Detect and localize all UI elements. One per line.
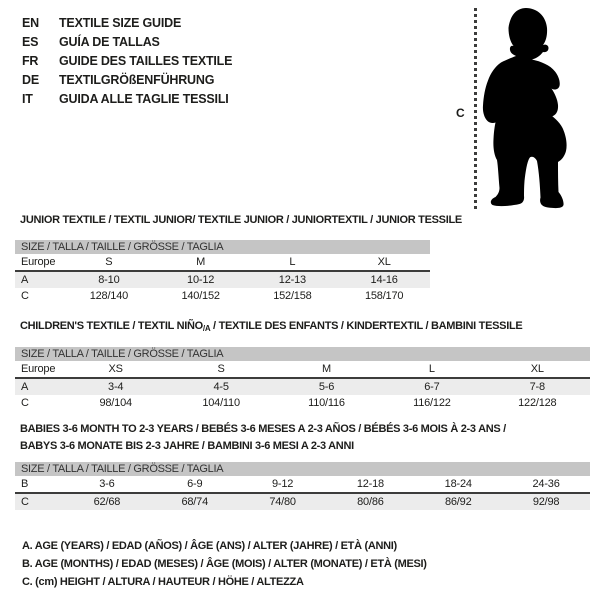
table-row-height bbox=[15, 395, 590, 411]
language-code: EN bbox=[22, 16, 39, 30]
row-label: A bbox=[21, 381, 29, 393]
height-cell: 140/152 bbox=[181, 290, 220, 302]
height-cell: 86/92 bbox=[444, 496, 472, 508]
table-row-europe bbox=[15, 254, 430, 272]
height-cell: 104/110 bbox=[202, 397, 240, 409]
size-cell: XL bbox=[530, 363, 544, 375]
row-label: Europe bbox=[21, 256, 56, 268]
language-title: GUIDA ALLE TAGLIE TESSILI bbox=[59, 92, 229, 106]
language-row-de bbox=[22, 71, 232, 90]
footnote-a: A. AGE (YEARS) / EDAD (AÑOS) / ÂGE (ANS) / ALTER (JAHRE) / ETÀ (ANNI) bbox=[22, 540, 397, 552]
row-label: A bbox=[21, 274, 29, 286]
babies-textile-table bbox=[15, 462, 590, 510]
row-label: C bbox=[21, 290, 29, 302]
size-cell: M bbox=[322, 363, 331, 375]
age-cell: 14-16 bbox=[370, 274, 398, 286]
babies-table-title-line2: BABYS 3-6 MONATE BIS 2-3 JAHRE / BAMBINI 3-6 MESI A 2-3 ANNI bbox=[20, 440, 354, 452]
row-label: B bbox=[21, 478, 29, 490]
children-title-pre: CHILDREN'S TEXTILE / TEXTIL NIÑO bbox=[20, 320, 203, 332]
row-label: C bbox=[21, 397, 29, 409]
size-header-bar: SIZE / TALLA / TAILLE / GRÖSSE / TAGLIA bbox=[15, 240, 430, 254]
row-label: C bbox=[21, 496, 29, 508]
age-cell: 9-12 bbox=[271, 478, 294, 490]
height-cell: 80/86 bbox=[357, 496, 384, 508]
language-row-es bbox=[22, 33, 232, 52]
height-cell: 92/98 bbox=[532, 496, 560, 508]
size-cell: M bbox=[196, 256, 206, 268]
table-row-age bbox=[15, 272, 430, 288]
age-cell: 3-4 bbox=[108, 381, 124, 393]
language-code: DE bbox=[22, 73, 39, 87]
children-title-post: / TEXTILE DES ENFANTS / KINDERTEXTIL / BAMBINI TESSILE bbox=[210, 320, 523, 332]
footnote-c: C. (cm) HEIGHT / ALTURA / HAUTEUR / HÖHE / ALTEZZA bbox=[22, 576, 304, 588]
height-cell: 122/128 bbox=[518, 397, 557, 409]
height-cell: 158/170 bbox=[364, 290, 404, 302]
age-cell: 6-7 bbox=[424, 381, 440, 393]
height-cell: 68/74 bbox=[181, 496, 208, 508]
baby-height-figure bbox=[440, 0, 600, 240]
table-row-age-months bbox=[15, 476, 590, 494]
size-cell: L bbox=[289, 256, 296, 268]
babies-table-title-line1: BABIES 3-6 MONTH TO 2-3 YEARS / BEBÉS 3-6 MESES A 2-3 AÑOS / BÉBÉS 3-6 MOIS À 2-3 ANS / bbox=[20, 423, 506, 435]
age-cell: 12-18 bbox=[356, 478, 384, 490]
age-cell: 6-9 bbox=[187, 478, 203, 490]
height-cell: 62/68 bbox=[93, 496, 121, 508]
age-cell: 4-5 bbox=[213, 381, 229, 393]
language-code: FR bbox=[22, 54, 39, 68]
height-cell: 128/140 bbox=[89, 290, 129, 302]
age-cell: 18-24 bbox=[444, 478, 472, 490]
junior-table-title: JUNIOR TEXTILE / TEXTIL JUNIOR/ TEXTILE JUNIOR / JUNIORTEXTIL / JUNIOR TESSILE bbox=[20, 214, 462, 226]
children-textile-table bbox=[15, 347, 590, 411]
size-header-bar: SIZE / TALLA / TAILLE / GRÖSSE / TAGLIA bbox=[15, 462, 590, 476]
age-cell: 5-6 bbox=[318, 381, 335, 393]
age-cell: 8-10 bbox=[98, 274, 120, 286]
height-cell: 110/116 bbox=[308, 397, 345, 409]
language-title: GUÍA DE TALLAS bbox=[59, 35, 160, 49]
table-row-age bbox=[15, 379, 590, 395]
children-table-title bbox=[20, 320, 522, 333]
table-row-height bbox=[15, 494, 590, 510]
row-label: Europe bbox=[21, 363, 56, 375]
language-header bbox=[22, 14, 232, 109]
height-cell: 116/122 bbox=[413, 397, 451, 409]
language-title: GUIDE DES TAILLES TEXTILE bbox=[59, 54, 233, 68]
legend-footnotes bbox=[22, 537, 427, 591]
language-row-en bbox=[22, 14, 232, 33]
height-cell: 152/158 bbox=[273, 290, 312, 302]
language-title: TEXTILGRÖßENFÜHRUNG bbox=[59, 73, 215, 87]
size-cell: XL bbox=[377, 256, 391, 268]
language-code: IT bbox=[22, 92, 33, 106]
size-header-bar: SIZE / TALLA / TAILLE / GRÖSSE / TAGLIA bbox=[15, 347, 590, 361]
age-cell: 24-36 bbox=[532, 478, 560, 490]
age-cell: 7-8 bbox=[529, 381, 545, 393]
size-cell: XS bbox=[108, 363, 123, 375]
table-row-europe bbox=[15, 361, 590, 379]
age-cell: 3-6 bbox=[99, 478, 115, 490]
size-cell: S bbox=[217, 363, 225, 375]
language-row-fr bbox=[22, 52, 232, 71]
height-c-label: C bbox=[456, 106, 465, 120]
size-cell: L bbox=[428, 363, 435, 375]
age-cell: 10-12 bbox=[187, 274, 215, 286]
age-cell: 12-13 bbox=[278, 274, 306, 286]
language-row-it bbox=[22, 90, 232, 109]
height-cell: 98/104 bbox=[99, 397, 132, 409]
table-row-height bbox=[15, 288, 430, 304]
height-cell: 74/80 bbox=[269, 496, 296, 508]
children-title-sub: /A bbox=[202, 324, 211, 333]
language-code: ES bbox=[22, 35, 39, 49]
size-cell: S bbox=[105, 256, 113, 268]
junior-textile-table bbox=[15, 240, 430, 304]
footnote-b: B. AGE (MONTHS) / EDAD (MESES) / ÂGE (MOIS) / ALTER (MONATE) / ETÀ (MESI) bbox=[22, 558, 427, 570]
baby-silhouette-icon bbox=[470, 0, 590, 230]
language-title: TEXTILE SIZE GUIDE bbox=[59, 16, 182, 30]
